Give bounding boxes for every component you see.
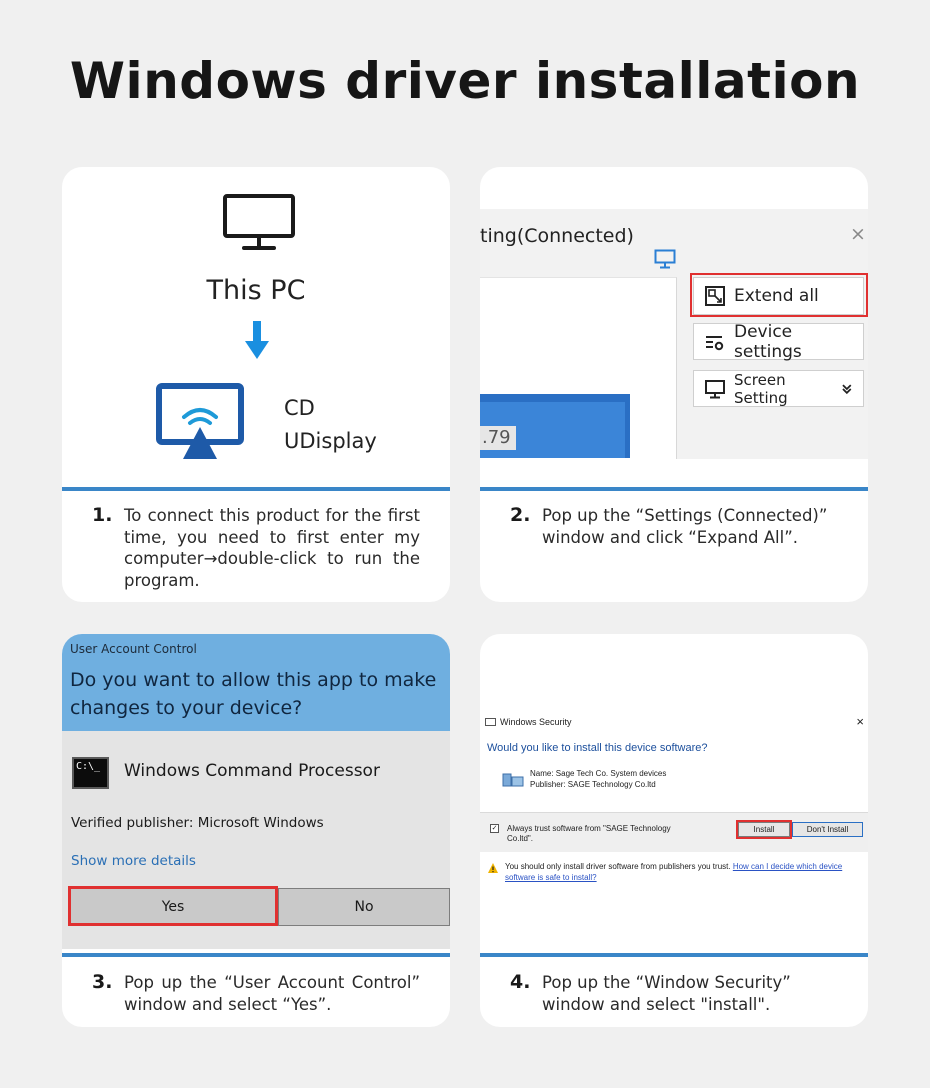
yes-button[interactable]: Yes	[68, 888, 278, 926]
step-1-instruction	[92, 505, 420, 591]
settings-window	[480, 209, 868, 459]
cd-udisplay-label	[284, 392, 377, 458]
monitor-icon	[222, 193, 296, 251]
udisplay-label: UDisplay	[284, 429, 377, 453]
cd-label: CD	[284, 396, 315, 420]
settings-sliders-icon	[704, 331, 726, 353]
step-number: 3.	[92, 971, 113, 993]
always-trust-checkbox[interactable]: ✓	[491, 825, 498, 832]
display-number: .79	[480, 426, 516, 450]
action-panel	[480, 812, 868, 852]
step-1-card	[62, 167, 450, 602]
this-pc-label: This PC	[206, 275, 306, 306]
step-text: Pop up the “User Account Control” window and select “Yes”.	[124, 973, 420, 1014]
step-4-instruction	[510, 972, 838, 1015]
show-more-details-link[interactable]: Show more details	[71, 853, 196, 869]
chevron-double-down-icon	[841, 383, 853, 395]
step-3-instruction	[92, 972, 420, 1015]
install-question: Would you like to install this device software?	[487, 742, 708, 754]
highlight-extend-all	[690, 273, 868, 317]
install-button[interactable]: Install	[738, 822, 790, 837]
dialog-title: Windows Security	[500, 717, 572, 727]
page-title: Windows driver installation	[69, 52, 861, 110]
uac-question: Do you want to allow this app to make changes to your device?	[70, 669, 437, 719]
step-number: 1.	[92, 504, 113, 526]
highlight-yes	[68, 886, 278, 926]
step-text: Pop up the “Window Security” window and select "install".	[542, 973, 791, 1014]
device-icon	[502, 772, 524, 788]
device-settings-label: Device settings	[734, 321, 802, 362]
warning-message: You should only install driver software from publishers you trust.	[505, 862, 731, 871]
software-name: Name: Sage Tech Co. System devices	[530, 769, 667, 778]
command-prompt-icon: C:\_	[72, 757, 109, 789]
highlight-install	[736, 820, 792, 839]
device-settings-button[interactable]	[693, 323, 864, 360]
screen-setting-button[interactable]	[693, 370, 864, 407]
always-trust-label: Always trust software from "SAGE Technology Co.ltd".	[507, 824, 671, 843]
uac-body	[62, 731, 450, 949]
warning-text	[505, 861, 863, 883]
uac-header	[62, 634, 450, 731]
step-text: Pop up the “Settings (Connected)” window and click “Expand All”.	[542, 506, 828, 547]
display-preview-pane	[480, 277, 677, 459]
publisher-text: Verified publisher: Microsoft Windows	[71, 815, 324, 831]
how-to-decide-link[interactable]: How can I decide which device software is safe to install?	[505, 862, 843, 882]
close-icon[interactable]: ×	[856, 714, 864, 729]
screen-setting-label: Screen Setting	[734, 370, 788, 407]
settings-title: ting(Connected)	[480, 225, 634, 247]
close-icon[interactable]: ×	[850, 223, 866, 245]
window-icon	[485, 718, 496, 726]
software-publisher: Publisher: SAGE Technology Co.ltd	[530, 780, 656, 789]
dont-install-button[interactable]: Don't Install	[792, 822, 863, 837]
card-divider	[62, 487, 450, 491]
monitor-icon	[704, 378, 726, 400]
step-3-card	[62, 634, 450, 1027]
step-2-card	[480, 167, 868, 602]
card-divider	[480, 487, 868, 491]
card-divider	[62, 953, 450, 957]
card-divider	[480, 953, 868, 957]
step-4-card	[480, 634, 868, 1027]
uac-caption: User Account Control	[70, 642, 197, 656]
cast-display-icon	[156, 383, 244, 461]
extend-all-label: Extend all	[734, 286, 819, 306]
step-number: 4.	[510, 971, 531, 993]
windows-security-dialog	[480, 712, 868, 892]
arrow-down-icon	[245, 321, 269, 359]
no-button[interactable]: No	[278, 888, 450, 926]
monitor-icon	[654, 249, 676, 269]
step-text: To connect this product for the first time, you need to first enter my computer→double-click to run the program.	[124, 506, 420, 590]
app-name: Windows Command Processor	[124, 761, 380, 781]
step-number: 2.	[510, 504, 531, 526]
warning-shield-icon	[488, 863, 498, 873]
software-info	[530, 768, 666, 790]
step-2-instruction	[510, 505, 838, 548]
